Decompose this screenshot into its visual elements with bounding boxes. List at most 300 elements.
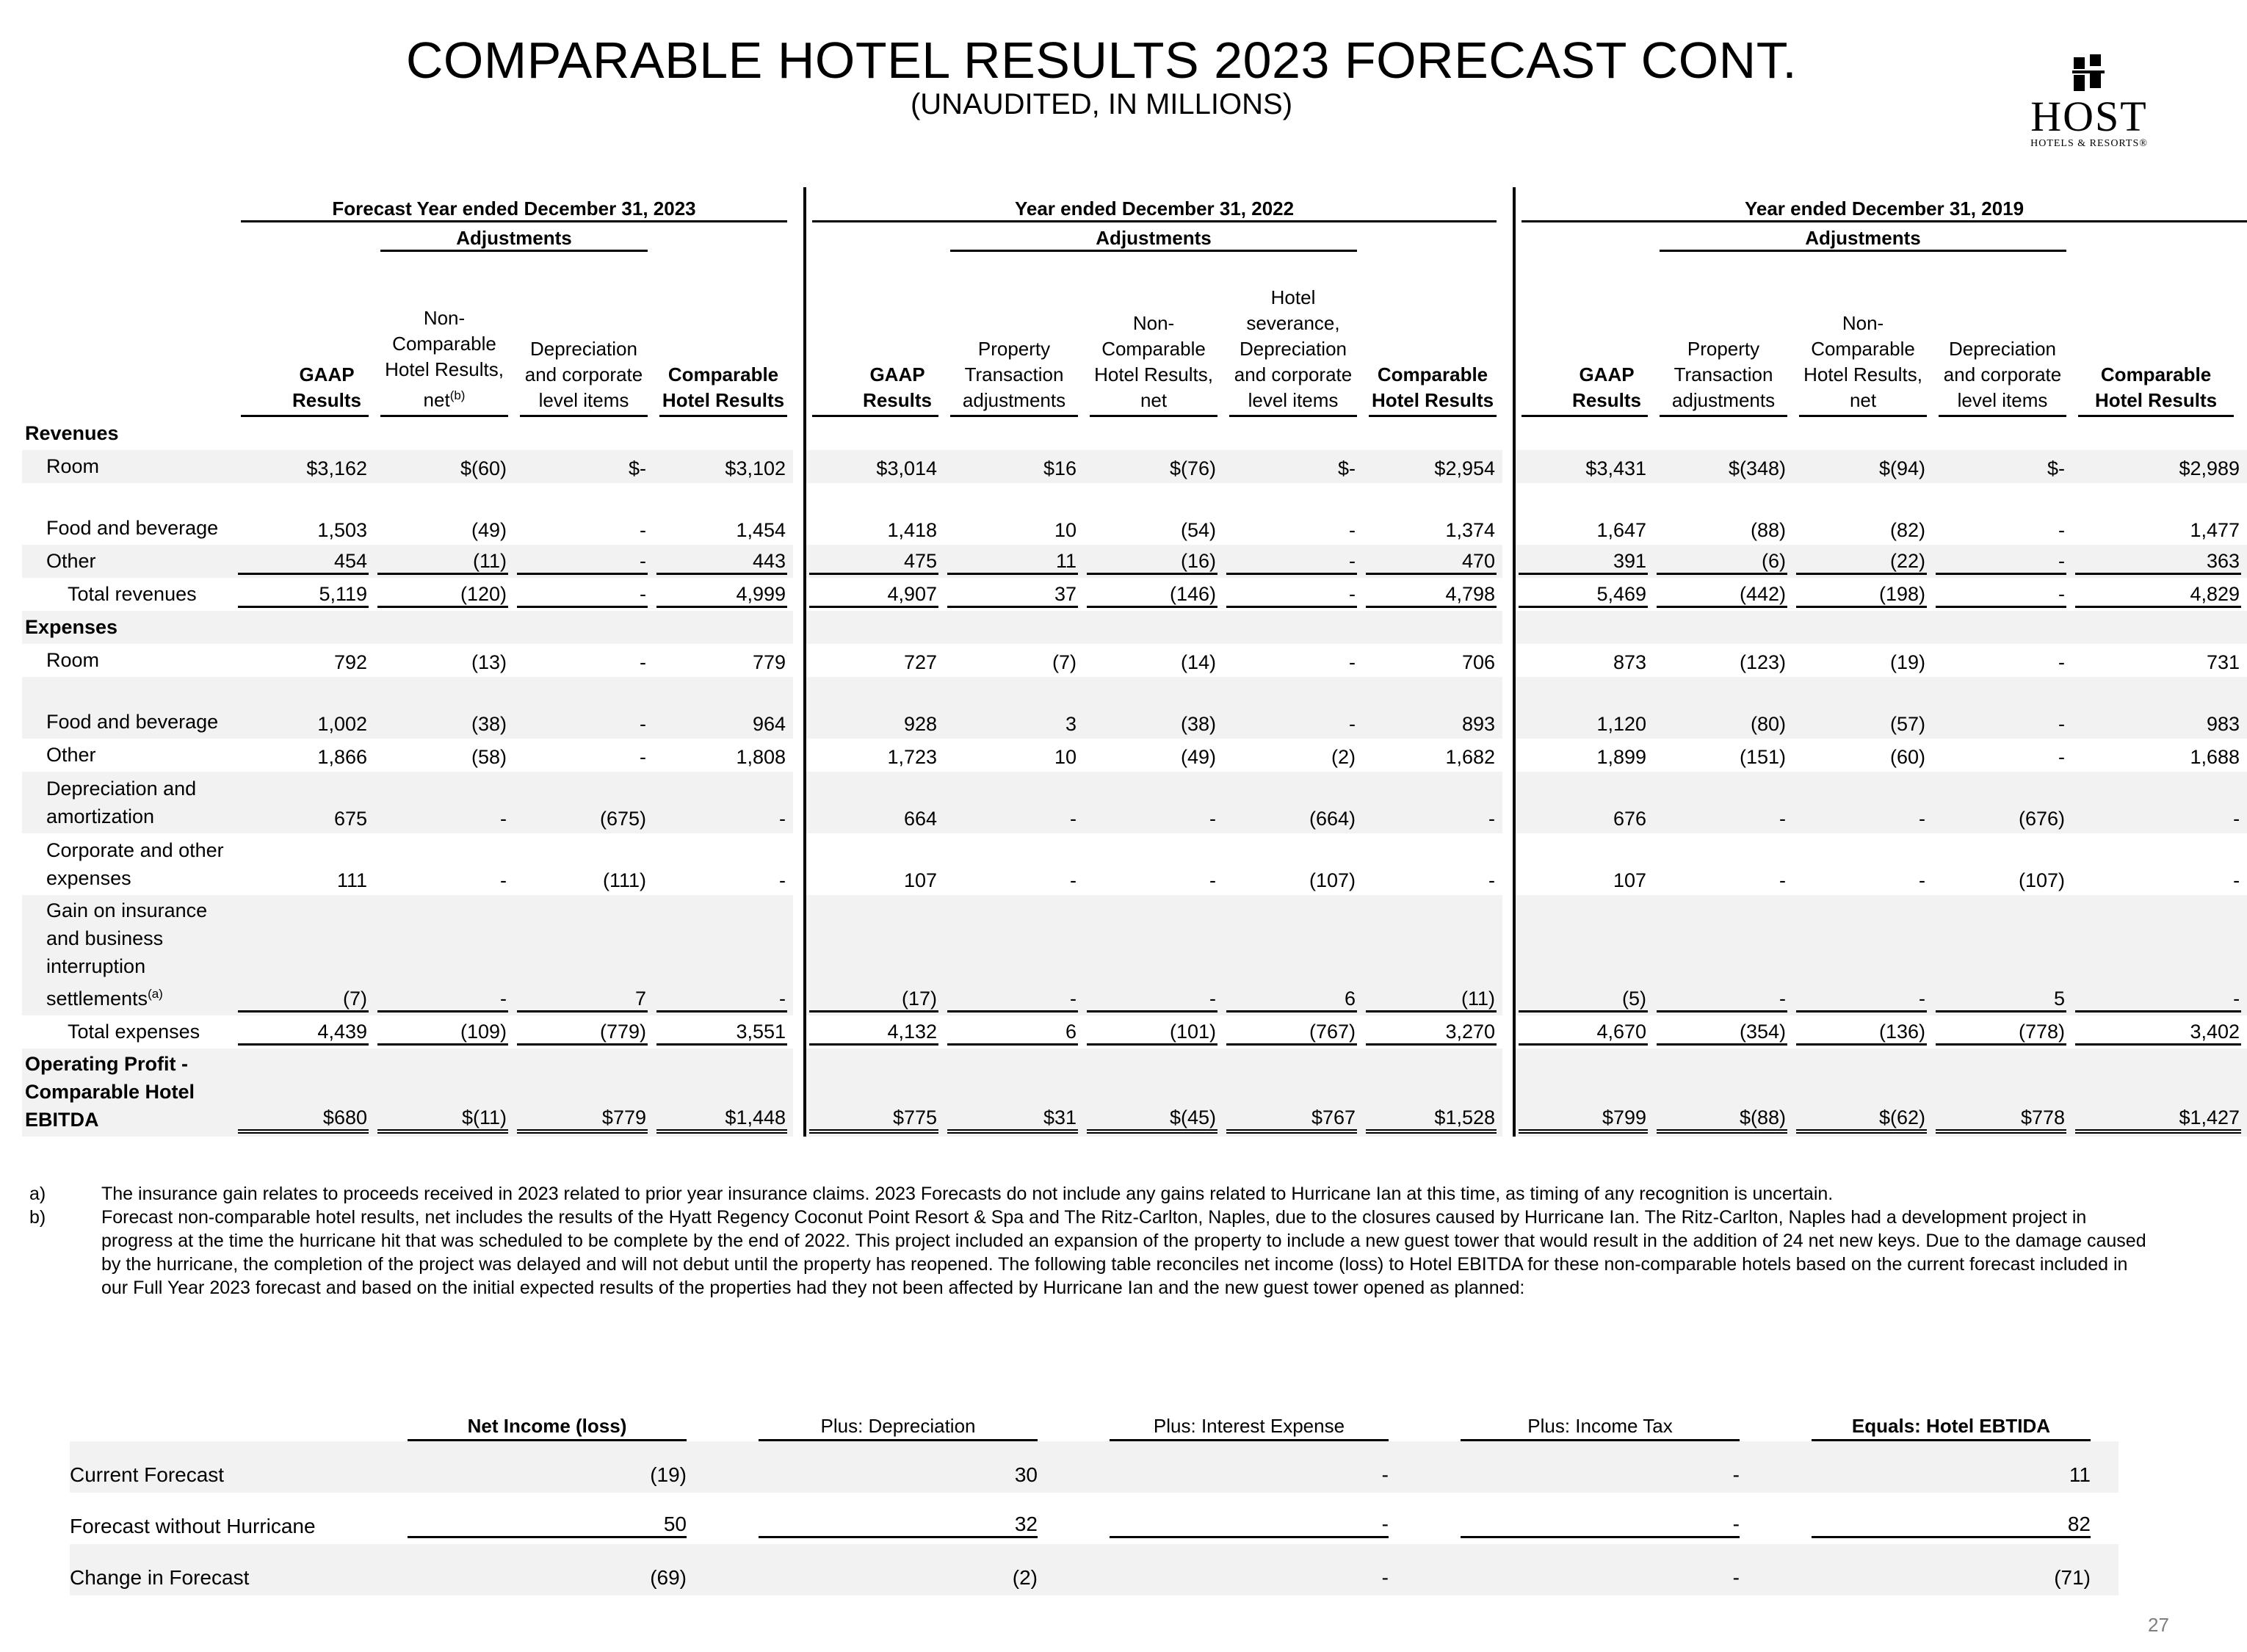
value-text: 1,374: [1445, 519, 1496, 541]
rec-cell: -: [1461, 1512, 1740, 1538]
group-separator: [1502, 450, 1514, 483]
table-row: [22, 895, 2247, 1015]
row-label: [22, 483, 235, 545]
value-text: 3,402: [2075, 1021, 2241, 1046]
value-cell: [1514, 895, 1654, 1015]
value-text: -: [517, 550, 648, 575]
value-cell: [944, 677, 1084, 739]
value-cell: [1514, 833, 1654, 895]
value-text: -: [2075, 988, 2241, 1012]
value-cell: [1793, 1015, 1933, 1048]
group-separator: [1502, 1048, 1514, 1137]
value-text: (88): [1751, 519, 1787, 541]
value-cell: [235, 833, 374, 895]
rec-cell: (19): [650, 1463, 687, 1486]
value-cell: [1933, 483, 2072, 545]
value-cell: [944, 895, 1084, 1015]
value-cell: [2072, 450, 2247, 483]
value-cell: [654, 772, 793, 833]
rec-row-label: Change in Forecast: [70, 1544, 363, 1595]
value-text: -: [500, 808, 507, 830]
value-cell: [1933, 578, 2072, 611]
value-cell: [2072, 1048, 2247, 1137]
logo-brand: HOST: [2030, 93, 2148, 140]
value-cell: [805, 578, 944, 611]
value-text: $3,102: [725, 457, 786, 479]
row-label-text: Room: [46, 455, 100, 477]
col-header: GAAP Results: [241, 362, 369, 417]
value-text: 1,120: [1596, 713, 1647, 735]
value-cell: [1223, 1048, 1363, 1137]
value-text: (54): [1181, 519, 1217, 541]
value-text: -: [500, 869, 507, 891]
value-text: $-: [1338, 457, 1356, 479]
value-cell: [2072, 772, 2247, 833]
group-separator: [1502, 644, 1514, 677]
value-cell: [374, 450, 514, 483]
table-row: [22, 545, 2247, 578]
value-cell: [235, 483, 374, 545]
value-text: (58): [471, 746, 507, 768]
col-header: Depreciation and corporate level items: [520, 336, 648, 417]
group-separator: [793, 450, 805, 483]
row-label-text: Total expenses: [68, 1021, 200, 1043]
value-cell: [944, 772, 1084, 833]
value-cell: [1654, 833, 1793, 895]
value-text: 7: [517, 988, 648, 1012]
rec-row-label: Current Forecast: [70, 1441, 363, 1493]
value-text: $(348): [1728, 457, 1787, 479]
value-cell: [944, 578, 1084, 611]
value-text: -: [779, 808, 786, 830]
value-text: $2,954: [1434, 457, 1496, 479]
value-cell: [944, 833, 1084, 895]
value-text: (17): [809, 988, 938, 1012]
table-row: [22, 450, 2247, 483]
value-cell: [1084, 578, 1223, 611]
value-cell: [805, 450, 944, 483]
value-cell: [1793, 545, 1933, 578]
host-logo-mark-icon: [2072, 53, 2106, 93]
col-header: Depreciation and corporate level items: [1939, 336, 2066, 417]
row-label-text: Room: [46, 649, 100, 671]
value-cell: [654, 545, 793, 578]
value-cell: [1363, 644, 1502, 677]
value-cell: [1363, 772, 1502, 833]
value-cell: [1933, 833, 2072, 895]
value-text: $(60): [460, 457, 507, 479]
value-cell: [1514, 545, 1654, 578]
value-text: (767): [1226, 1021, 1357, 1046]
col-header: Property Transaction adjustments: [950, 336, 1078, 417]
value-text: 792: [333, 651, 367, 673]
value-cell: [235, 644, 374, 677]
value-text: (146): [1087, 583, 1217, 608]
value-text: -: [1796, 988, 1927, 1012]
value-cell: [2072, 578, 2247, 611]
value-text: 983: [2207, 713, 2240, 735]
value-cell: [374, 1015, 514, 1048]
value-cell: [1363, 677, 1502, 739]
column-header-row: [22, 252, 2247, 417]
value-cell: [1793, 677, 1933, 739]
value-cell: [374, 483, 514, 545]
rec-cell: 32: [759, 1512, 1038, 1538]
value-cell: [1084, 483, 1223, 545]
group-separator: [1502, 677, 1514, 739]
value-cell: [1084, 1048, 1223, 1137]
value-text: -: [1936, 550, 2066, 575]
rec-col-header: Plus: Depreciation: [759, 1415, 1038, 1441]
value-cell: [1654, 450, 1793, 483]
value-text: 443: [656, 550, 787, 575]
value-text: -: [1779, 808, 1787, 830]
value-text: 4,829: [2075, 583, 2241, 608]
value-text: $767: [1226, 1106, 1357, 1134]
value-cell: [374, 545, 514, 578]
value-text: -: [377, 988, 508, 1012]
value-text: (7): [1052, 651, 1077, 673]
value-cell: [1363, 895, 1502, 1015]
value-text: (49): [1181, 746, 1217, 768]
value-cell: [1223, 739, 1363, 772]
row-label: [22, 1048, 235, 1137]
group-separator: [1502, 895, 1514, 1015]
group-separator: [1502, 772, 1514, 833]
value-cell: [1223, 772, 1363, 833]
group-title-2023: Forecast Year ended December 31, 2023: [241, 198, 787, 222]
value-text: 779: [752, 651, 786, 673]
value-text: -: [1070, 808, 1077, 830]
value-cell: [805, 483, 944, 545]
value-text: 5,469: [1519, 583, 1648, 608]
value-cell: [805, 772, 944, 833]
row-label-text: Operating Profit - Comparable Hotel EBITDA: [25, 1053, 195, 1131]
value-cell: [374, 1048, 514, 1137]
value-cell: [1793, 895, 1933, 1015]
value-text: 6: [1226, 988, 1357, 1012]
value-cell: [944, 1048, 1084, 1137]
row-label-text: Depreciation and amortization: [46, 778, 197, 827]
value-text: (120): [377, 583, 508, 608]
group-separator: [793, 644, 805, 677]
group-separator: [793, 739, 805, 772]
rec-cell: -: [1732, 1463, 1740, 1486]
value-cell: [1084, 739, 1223, 772]
value-text: (80): [1751, 713, 1787, 735]
value-text: -: [1226, 583, 1357, 608]
value-text: $(94): [1878, 457, 1926, 479]
value-text: 5: [1936, 988, 2066, 1012]
value-cell: [1084, 833, 1223, 895]
value-text: 4,798: [1366, 583, 1497, 608]
value-cell: [805, 895, 944, 1015]
value-cell: [514, 644, 654, 677]
value-cell: [1223, 677, 1363, 739]
value-text: 4,670: [1519, 1021, 1648, 1046]
group-header-row: [22, 187, 2247, 222]
rec-cell: -: [1732, 1566, 1740, 1589]
value-text: (11): [377, 550, 508, 575]
value-cell: [654, 1048, 793, 1137]
value-text: -: [1087, 988, 1217, 1012]
value-cell: [514, 450, 654, 483]
value-cell: [1793, 578, 1933, 611]
value-text: (16): [1087, 550, 1217, 575]
rec-row-change-in-forecast: [70, 1544, 2118, 1595]
group-separator: [1502, 739, 1514, 772]
table-row: [22, 1015, 2247, 1048]
value-cell: [654, 895, 793, 1015]
value-cell: [1654, 895, 1793, 1015]
value-text: -: [2058, 651, 2066, 673]
value-text: $1,528: [1366, 1106, 1497, 1134]
rec-col-header: Net Income (loss): [408, 1415, 687, 1441]
value-cell: [1223, 450, 1363, 483]
table-row: [22, 739, 2247, 772]
value-text: -: [2233, 808, 2240, 830]
value-text: (354): [1657, 1021, 1787, 1046]
value-text: -: [1919, 869, 1926, 891]
value-text: -: [640, 713, 646, 735]
value-text: 873: [1613, 651, 1647, 673]
value-text: $775: [809, 1106, 938, 1134]
value-text: -: [640, 746, 646, 768]
host-logo: [2016, 53, 2163, 150]
value-cell: [2072, 545, 2247, 578]
value-cell: [1793, 772, 1933, 833]
value-cell: [235, 578, 374, 611]
value-cell: [1654, 1015, 1793, 1048]
row-label: [22, 772, 235, 833]
footnote-key: a): [29, 1184, 46, 1204]
value-cell: [944, 1015, 1084, 1048]
group-separator: [1502, 545, 1514, 578]
value-cell: [2072, 677, 2247, 739]
section-row-revenues: [22, 417, 2247, 450]
footnotes: [29, 1182, 2159, 1300]
value-cell: [514, 483, 654, 545]
value-text: -: [2058, 519, 2066, 541]
rec-row-current-forecast: [70, 1441, 2118, 1493]
row-label: [22, 677, 235, 739]
col-header: Comparable Hotel Results: [2078, 362, 2234, 417]
value-cell: [2072, 895, 2247, 1015]
row-label: [22, 739, 235, 772]
value-cell: [1223, 545, 1363, 578]
value-cell: [1363, 739, 1502, 772]
value-text: (22): [1796, 550, 1927, 575]
value-cell: [235, 772, 374, 833]
value-text: 4,999: [656, 583, 787, 608]
value-text: (2): [1331, 746, 1356, 768]
value-text: 454: [238, 550, 369, 575]
value-cell: [1223, 483, 1363, 545]
value-text: $1,448: [656, 1106, 787, 1134]
value-text: (675): [599, 808, 646, 830]
value-cell: [374, 677, 514, 739]
group-separator: [793, 483, 805, 545]
value-cell: [944, 644, 1084, 677]
page-subtitle: (UNAUDITED, IN MILLIONS): [910, 88, 1293, 120]
value-cell: [1084, 545, 1223, 578]
value-text: 111: [336, 869, 367, 891]
value-cell: [1363, 1015, 1502, 1048]
value-cell: [1654, 739, 1793, 772]
value-cell: [514, 772, 654, 833]
value-cell: [654, 450, 793, 483]
value-text: 1,477: [2190, 519, 2240, 541]
value-text: $(88): [1657, 1106, 1787, 1134]
value-text: -: [1349, 713, 1356, 735]
value-cell: [235, 1015, 374, 1048]
footnote-marker: (a): [148, 987, 163, 1001]
rec-cell: 82: [1812, 1512, 2091, 1538]
value-cell: [2072, 1015, 2247, 1048]
value-text: (442): [1657, 583, 1787, 608]
value-text: 107: [903, 869, 938, 891]
adjustments-header-row: [22, 222, 2247, 252]
value-cell: [1514, 644, 1654, 677]
value-text: (5): [1519, 988, 1648, 1012]
value-cell: [1654, 545, 1793, 578]
value-text: $799: [1519, 1106, 1648, 1134]
value-text: $2,989: [2179, 457, 2240, 479]
section-label: Expenses: [22, 611, 235, 644]
value-text: 3,270: [1366, 1021, 1497, 1046]
value-cell: [2072, 483, 2247, 545]
rec-cell: 11: [2069, 1463, 2091, 1486]
value-text: 731: [2207, 651, 2240, 673]
table-row: [22, 578, 2247, 611]
rec-row-label: Forecast without Hurricane: [70, 1515, 316, 1537]
value-text: 1,723: [887, 746, 938, 768]
table-row: [22, 772, 2247, 833]
row-label: [22, 833, 235, 895]
rec-cell: -: [1110, 1512, 1389, 1538]
value-cell: [235, 1048, 374, 1137]
value-cell: [1084, 450, 1223, 483]
value-text: 1,899: [1596, 746, 1647, 768]
page-number: 27: [2148, 1614, 2169, 1636]
value-text: -: [1226, 550, 1357, 575]
value-text: 1,002: [317, 713, 367, 735]
row-label-text: Other: [46, 550, 96, 572]
value-text: 4,132: [809, 1021, 938, 1046]
group-separator: [793, 895, 805, 1015]
value-text: (38): [471, 713, 507, 735]
value-text: -: [2058, 713, 2066, 735]
value-text: 1,418: [887, 519, 938, 541]
value-cell: [514, 1048, 654, 1137]
value-cell: [514, 739, 654, 772]
footnote-text: Forecast non-comparable hotel results, net includes the results of the Hyatt Regency Coconut Point Resort & Spa and The Ritz-Carlton, Naples, due to the closures caused by Hurricane Ian. The Ritz-Carlton, Naples had a development project in progress at the time the hurricane hit that was scheduled to be complete by the end of 2022. This project included an expansion of the property to include a new guest tower that would result in the addition of 24 net new keys. Due to the damage caused by the hurricane, the completion of the project was delayed and will not debut until the property has reopened. The following table reconciles net income (loss) to Hotel EBITDA for these non-comparable hotels based on the current forecast included in our Full Year 2023 forecast and based on the initial expected results of the properties had they not been affected by Hurricane Ian and the new guest tower opened as planned:: [101, 1207, 2146, 1298]
value-cell: [654, 483, 793, 545]
value-cell: [805, 545, 944, 578]
rec-cell: -: [1381, 1566, 1389, 1589]
value-text: 928: [903, 713, 938, 735]
col-header: Hotel severance, Depreciation and corporate level items: [1229, 285, 1357, 417]
value-cell: [374, 644, 514, 677]
value-cell: [1933, 1015, 2072, 1048]
value-cell: [235, 677, 374, 739]
value-cell: [514, 895, 654, 1015]
value-cell: [654, 677, 793, 739]
section-row-expenses: [22, 611, 2247, 644]
value-text: (13): [471, 651, 507, 673]
value-text: -: [656, 988, 787, 1012]
value-cell: [1654, 483, 1793, 545]
group-separator: [1502, 578, 1514, 611]
page-title: COMPARABLE HOTEL RESULTS 2023 FORECAST CONT.: [405, 32, 1798, 89]
value-text: -: [517, 583, 648, 608]
table-row: [22, 483, 2247, 545]
value-text: (778): [1936, 1021, 2066, 1046]
value-text: $779: [517, 1106, 648, 1134]
value-text: $1,427: [2075, 1106, 2241, 1134]
value-cell: [805, 739, 944, 772]
value-text: 964: [752, 713, 786, 735]
value-text: $16: [1043, 457, 1077, 479]
value-text: (151): [1739, 746, 1787, 768]
value-text: 1,454: [736, 519, 786, 541]
group-separator: [793, 578, 805, 611]
col-header: GAAP Results: [1521, 362, 1648, 417]
value-cell: [1654, 677, 1793, 739]
value-cell: [1514, 1015, 1654, 1048]
value-text: 37: [947, 583, 1078, 608]
value-text: (107): [2018, 869, 2066, 891]
reconciliation-header-row: [70, 1413, 2118, 1441]
value-cell: [1933, 450, 2072, 483]
value-cell: [1793, 644, 1933, 677]
value-cell: [235, 545, 374, 578]
value-cell: [1933, 1048, 2072, 1137]
value-text: $(76): [1169, 457, 1217, 479]
value-text: $3,431: [1585, 457, 1647, 479]
value-cell: [1363, 1048, 1502, 1137]
rec-cell: (69): [650, 1566, 687, 1589]
value-cell: [1793, 1048, 1933, 1137]
table-row: [22, 677, 2247, 739]
value-cell: [2072, 739, 2247, 772]
value-cell: [1933, 772, 2072, 833]
row-label-text: Food and beverage: [46, 517, 219, 539]
value-cell: [944, 545, 1084, 578]
value-cell: [1514, 483, 1654, 545]
value-cell: [654, 1015, 793, 1048]
value-text: 1,503: [317, 519, 367, 541]
row-label: [22, 1015, 235, 1048]
value-text: -: [1919, 808, 1926, 830]
value-cell: [1084, 644, 1223, 677]
col-header: Comparable Hotel Results: [659, 362, 787, 417]
group-separator: [1502, 483, 1514, 545]
value-cell: [1933, 677, 2072, 739]
value-cell: [1654, 772, 1793, 833]
value-cell: [1363, 578, 1502, 611]
value-cell: [1223, 833, 1363, 895]
value-text: 10: [1054, 746, 1077, 768]
value-cell: [1363, 450, 1502, 483]
value-cell: [235, 739, 374, 772]
hotel-ebitda-reconciliation-table: [70, 1413, 2118, 1595]
value-text: 1,682: [1445, 746, 1496, 768]
value-cell: [1514, 677, 1654, 739]
value-cell: [374, 833, 514, 895]
value-text: 1,808: [736, 746, 786, 768]
value-text: (38): [1181, 713, 1217, 735]
